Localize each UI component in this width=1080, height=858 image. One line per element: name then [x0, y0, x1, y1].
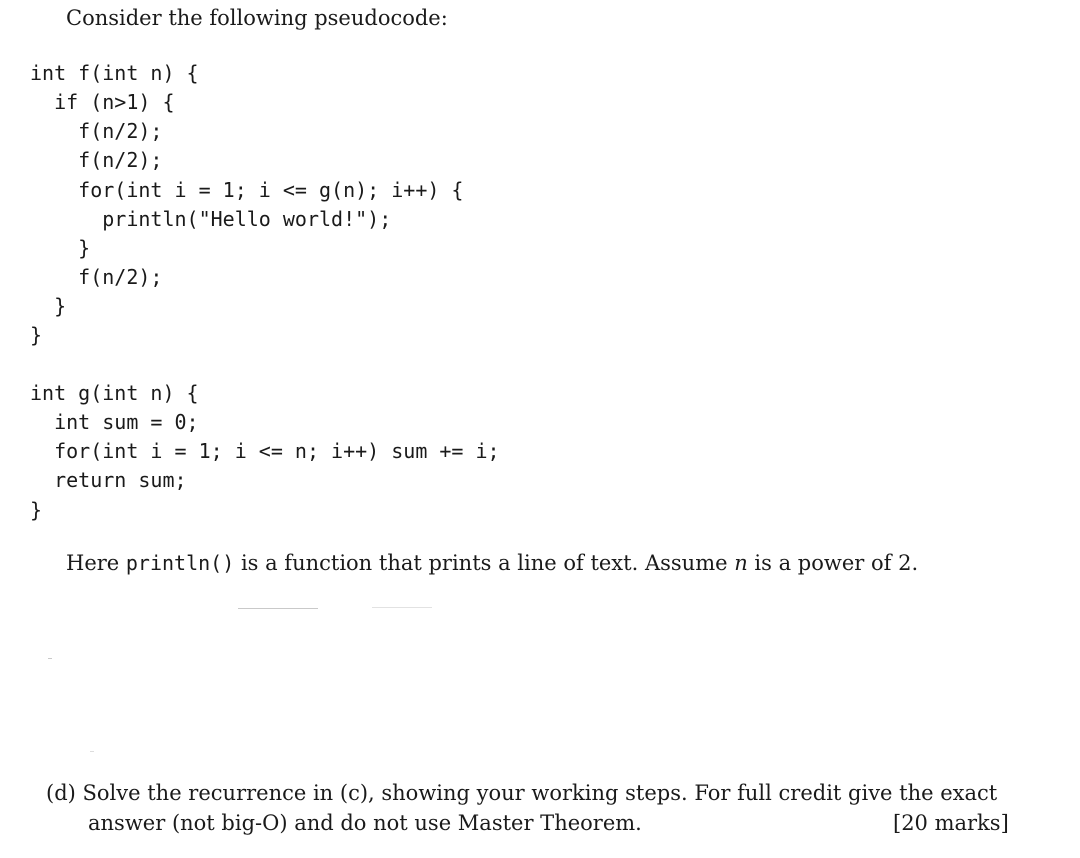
- code-line: }: [30, 323, 43, 347]
- code-line: int g(int n) {: [30, 381, 199, 405]
- code-line: int sum = 0;: [30, 410, 199, 434]
- scan-artifact: [238, 608, 318, 609]
- code-line: }: [30, 498, 43, 522]
- code-line: int f(int n) {: [30, 61, 199, 85]
- scan-artifact: [90, 751, 94, 752]
- note-text: is a power of 2.: [747, 551, 919, 575]
- inline-code: println(): [125, 551, 235, 575]
- intro-text: Consider the following pseudocode:: [66, 6, 448, 30]
- note-text: is a function that prints a line of text. Assume: [234, 551, 735, 575]
- code-line: }: [30, 294, 67, 318]
- code-line: f(n/2);: [30, 148, 163, 172]
- code-line: for(int i = 1; i <= n; i++) sum += i;: [30, 439, 500, 463]
- question-d: [46, 783, 997, 804]
- note-text: Here: [66, 551, 126, 575]
- note-paragraph: [66, 553, 918, 574]
- code-line: }: [30, 236, 91, 260]
- question-text: Solve the recurrence in (c), showing your working steps. For full credit give the exact: [82, 781, 998, 805]
- marks-label: [20 marks]: [893, 811, 1009, 835]
- scan-artifact: [372, 607, 432, 608]
- code-line: println("Hello world!");: [30, 207, 392, 231]
- code-line: f(n/2);: [30, 265, 163, 289]
- code-line: if (n>1) {: [30, 90, 175, 114]
- code-line: f(n/2);: [30, 119, 163, 143]
- question-label: (d): [46, 781, 76, 805]
- code-line: return sum;: [30, 468, 187, 492]
- scan-artifact: [48, 658, 52, 659]
- math-variable: n: [734, 551, 748, 575]
- code-line: for(int i = 1; i <= g(n); i++) {: [30, 178, 464, 202]
- question-text-continued: answer (not big-O) and do not use Master Theorem.: [88, 811, 642, 835]
